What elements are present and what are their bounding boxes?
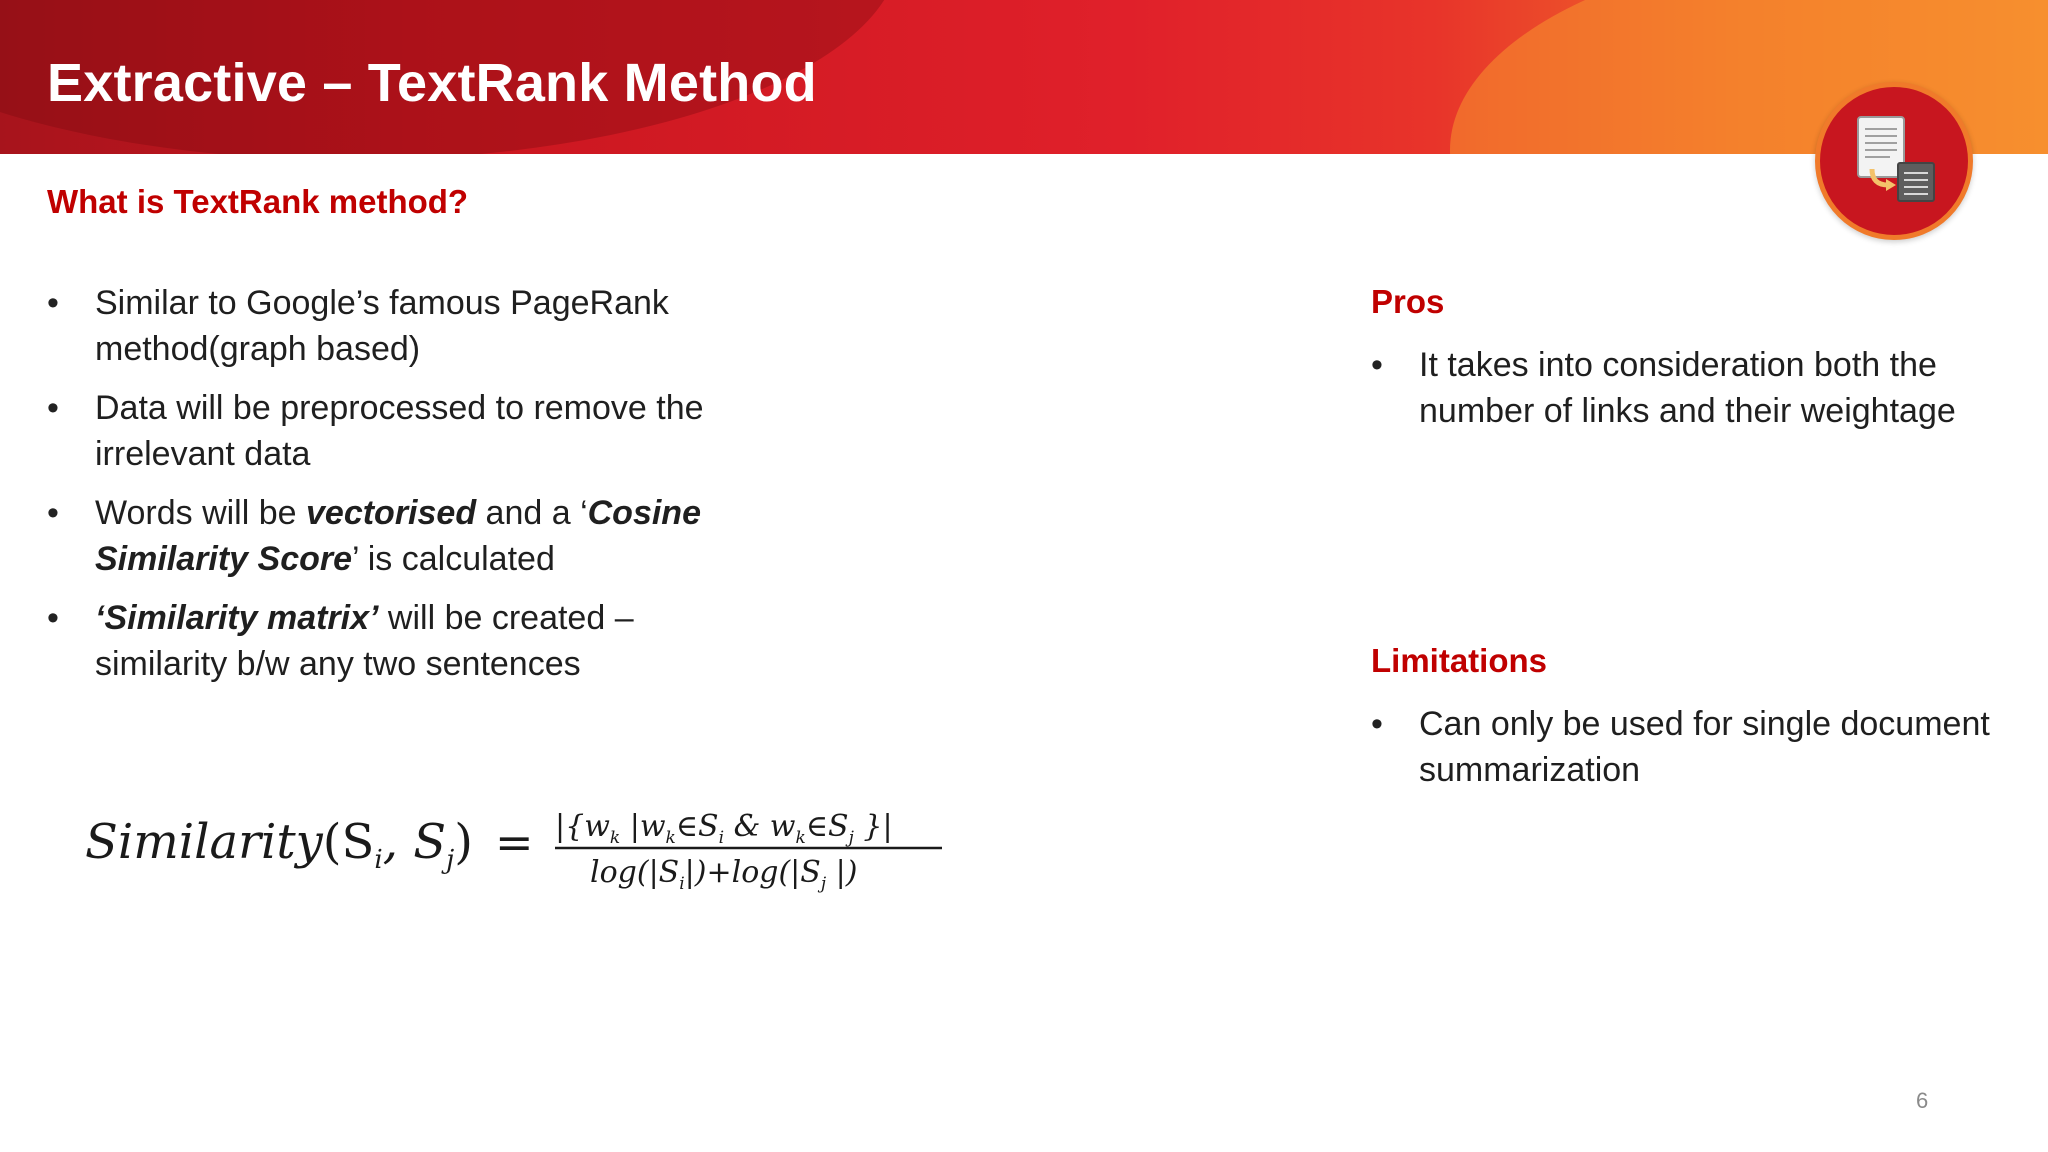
pros-bullet-list [1371,342,2011,434]
formula-equals: = [495,815,534,869]
main-bullet [47,280,767,372]
main-bullet [47,385,767,477]
bullet-emphasis: vectorised [306,494,477,532]
bullet-text: Data will be preprocessed to remove the irrelevant data [95,389,704,473]
formula-lhs: Similarity [85,814,323,870]
document-summary-icon [1820,87,1968,235]
bullet-text: Can only be used for single document summarization [1419,705,1990,789]
slide-title: Extractive – TextRank Method [47,53,817,113]
main-heading: What is TextRank method? [47,183,469,220]
main-bullet-list [47,280,767,700]
formula-numerator: $|\{w_k$ $|w_k\in S_i$ & $w_k\in S_j$ }| [555,809,893,848]
bullet-text: will be created – similarity b/w any two sentences [95,599,634,683]
bullet-text: Words will be [95,494,306,532]
formula-denominator: $\log(|S_i|)+\log(|S_j$ |) [590,855,858,894]
bullet-emphasis: Cosine Similarity Score [95,494,701,578]
page-number: 6 [1916,1088,1929,1113]
limitations-heading: Limitations [1371,642,1548,679]
pros-bullet [1371,342,2011,434]
bullet-text: ’ is calculated [352,540,555,578]
logo-badge [1815,82,1973,240]
bullet-emphasis: ‘Similarity matrix’ [95,599,379,637]
bullet-text: It takes into consideration both the number of links and their weightage [1419,346,1956,430]
bullet-text: Similar to Google’s famous PageRank method(graph based) [95,284,669,368]
main-bullet [47,595,767,687]
svg-text:Similarity(Si, Sj): $Similarity(S_i$, $S_j$) [85,814,473,875]
main-bullet [47,490,767,582]
bullet-text: and a ‘ [476,494,588,532]
similarity-formula [85,800,945,895]
limitations-bullet [1371,701,2011,793]
pros-heading: Pros [1371,283,1445,320]
limitations-bullet-list [1371,701,2011,793]
title-banner [0,0,2048,154]
